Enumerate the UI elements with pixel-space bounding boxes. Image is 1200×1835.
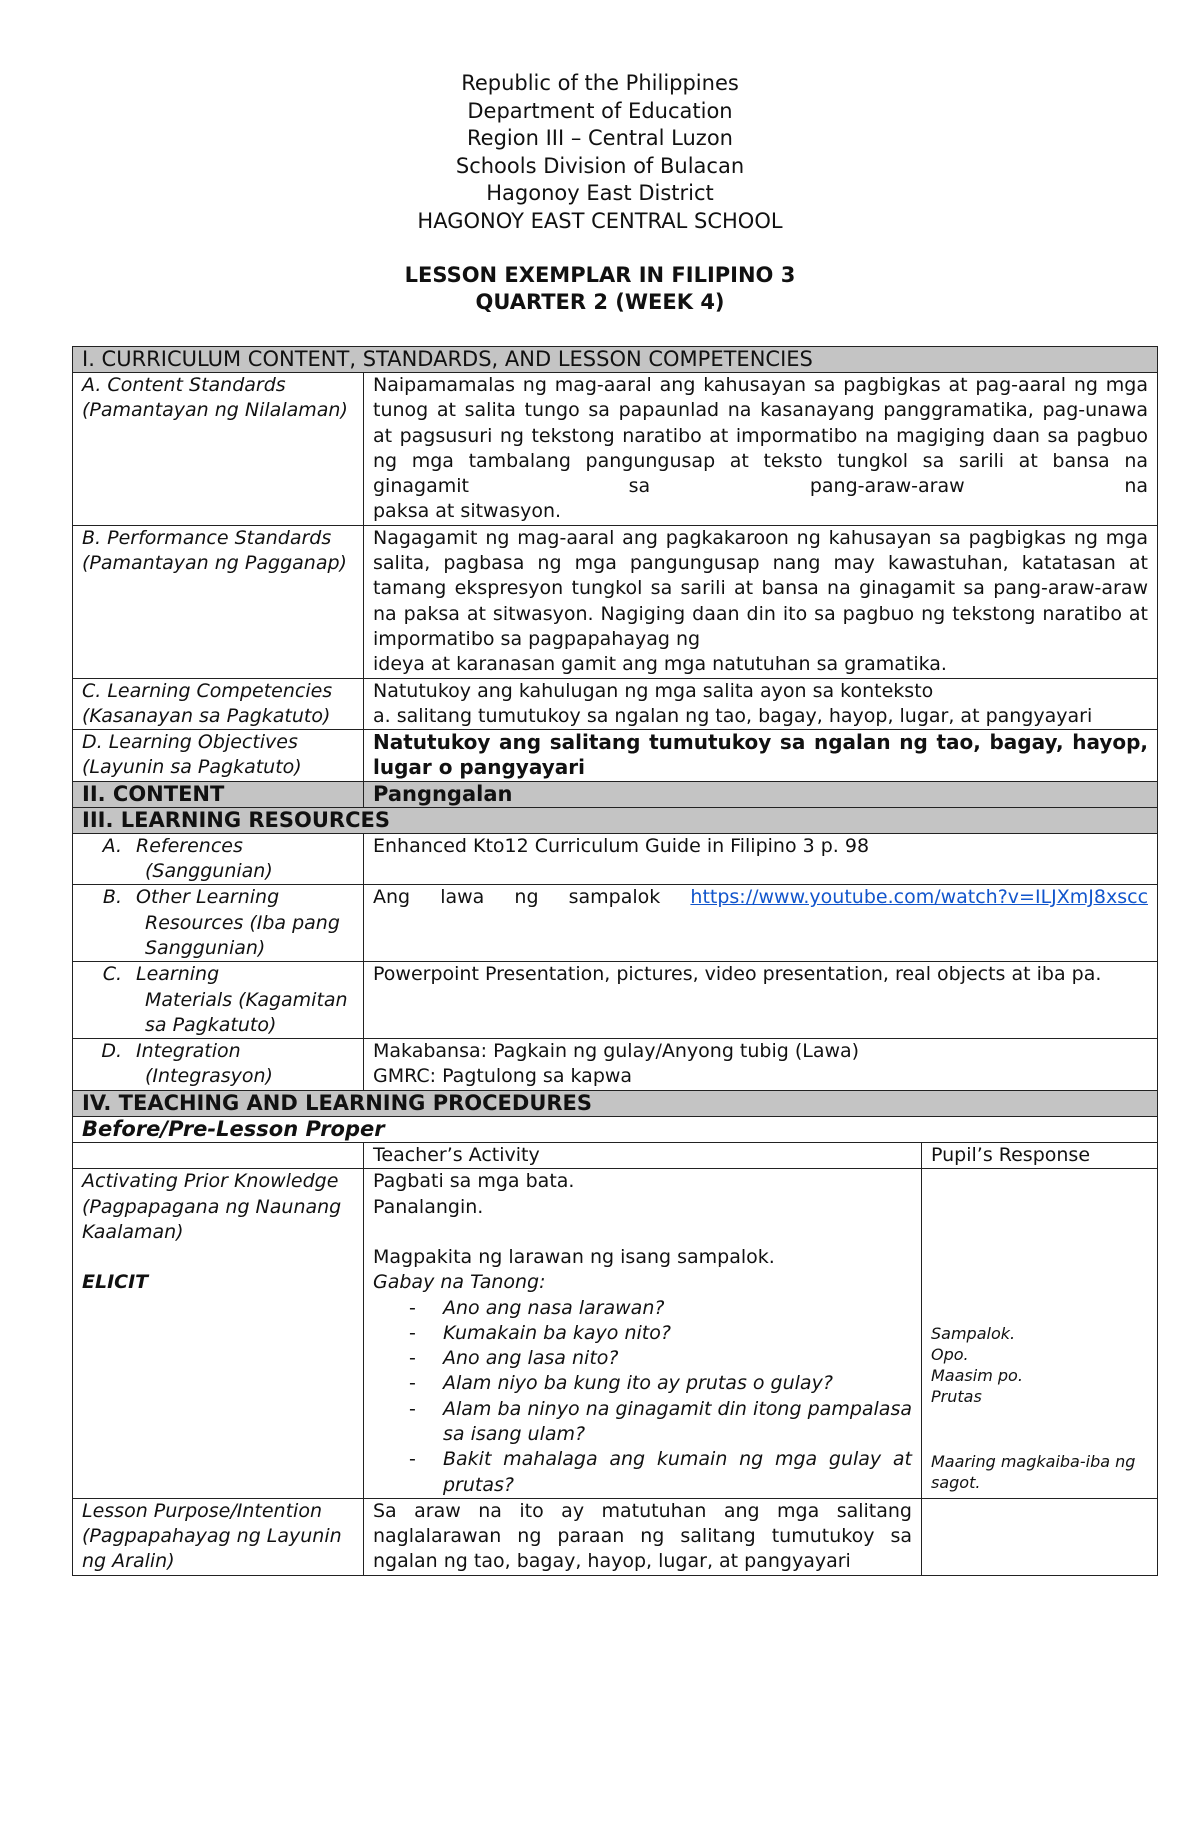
header-line-division: Schools Division of Bulacan: [455, 153, 745, 178]
references-text: Enhanced Kto12 Curriculum Guide in Filipino 3 p. 98: [364, 833, 1158, 885]
section-2-value: Pangngalan: [364, 781, 1158, 807]
materials-row: [73, 962, 1158, 1039]
materials-label: [73, 962, 364, 1039]
content-standards-text-end: paksa at sitwasyon.: [373, 500, 562, 523]
greeting-line: Pagbati sa mga bata.: [373, 1170, 575, 1193]
learning-competencies-row: [73, 678, 1158, 730]
content-standards-label: A. Content Standards (Pamantayan ng Nilalaman): [73, 373, 364, 526]
title-line-subject: LESSON EXEMPLAR IN FILIPINO 3: [404, 263, 796, 287]
document-header: [0, 70, 1200, 235]
activating-pupil-cell: [922, 1169, 1158, 1499]
other-resources-text: Ang lawa ng sampalok: [373, 886, 661, 909]
other-resources-label: [73, 885, 364, 962]
learning-objectives-text: Natutukoy ang salitang tumutukoy sa ngalan ng tao, bagay, hayop, lugar o pangyayari: [364, 730, 1158, 782]
pupil-response: Maasim po.: [931, 1366, 1023, 1386]
document-title: [0, 262, 1200, 316]
learning-competencies-cell: [364, 678, 1158, 730]
materials-letter: C.: [102, 963, 122, 986]
section-3-heading-row: [73, 807, 1158, 833]
section-4-heading: IV. TEACHING AND LEARNING PROCEDURES: [73, 1090, 1158, 1116]
materials-label-2: Materials (Kagamitan sa Pagkatuto): [145, 988, 348, 1036]
guide-question: - Alam ba ninyo na ginagamit din itong pampalasa sa isang ulam?: [373, 1397, 912, 1448]
section-3-heading: III. LEARNING RESOURCES: [73, 807, 1158, 833]
title-line-quarter: QUARTER 2 (WEEK 4): [475, 290, 725, 314]
guide-question: - Bakit mahalaga ang kumain ng mga gulay at prutas?: [373, 1447, 912, 1498]
performance-standards-row: [73, 525, 1158, 678]
performance-standards-text: Nagagamit ng mag-aaral ang pagkakaroon ng kahusayan sa pagbigkas ng mga salita, pagbasa ng mga pangungusap nang may kawastuhan, katatasan at tamang ekspresyon tungkol sa sarili at bansa na ginagamit sa pang-araw-araw na paksa at sitwasyon. Nagiging daan din ito sa pagbuo ng tekstong naratibo at impormatibo sa pagpapahayag ng: [373, 526, 1149, 650]
column-header-empty: [73, 1143, 364, 1169]
guide-question: - Ano ang nasa larawan?: [373, 1296, 912, 1321]
learning-objectives-row: [73, 730, 1158, 782]
content-standards-cell: [364, 373, 1158, 526]
purpose-pupil-cell: [922, 1498, 1158, 1575]
references-letter: A.: [102, 834, 122, 857]
activating-label: Activating Prior Knowledge (Pagpapagana ng Naunang Kaalaman): [82, 1170, 342, 1243]
other-resources-label-1: Other Learning: [136, 886, 280, 909]
header-line-region: Region III – Central Luzon: [467, 126, 733, 150]
references-label-2: (Sanggunian): [145, 860, 273, 883]
learning-competencies-text: Natutukoy ang kahulugan ng mga salita ayon sa konteksto: [373, 679, 934, 702]
column-header-pupil: Pupil’s Response: [922, 1143, 1158, 1169]
guide-question: - Kumakain ba kayo nito?: [373, 1321, 912, 1346]
header-line-country: Republic of the Philippines: [461, 71, 739, 95]
learning-objectives-label: D. Learning Objectives (Layunin sa Pagkatuto): [73, 730, 364, 782]
materials-label-1: Learning: [136, 963, 220, 986]
performance-standards-cell: [364, 525, 1158, 678]
header-line-district: Hagonoy East District: [486, 181, 714, 205]
guide-question: - Alam niyo ba kung ito ay prutas o gulay?: [373, 1371, 912, 1396]
lesson-table: [72, 346, 1158, 1576]
section-4-heading-row: [73, 1090, 1158, 1116]
integration-label: [73, 1039, 364, 1091]
integration-line-1: Makabansa: Pagkain ng gulay/Anyong tubig (Lawa): [373, 1040, 860, 1063]
references-row: [73, 833, 1158, 885]
prayer-line: Panalangin.: [373, 1195, 484, 1218]
section-4-subheading-row: [73, 1116, 1158, 1142]
integration-label-2: (Integrasyon): [145, 1065, 273, 1088]
activating-phase: ELICIT: [82, 1271, 149, 1294]
performance-standards-text-end: ideya at karanasan gamit ang mga natutuhan sa gramatika.: [373, 653, 947, 676]
show-picture-line: Magpakita ng larawan ng isang sampalok.: [373, 1245, 775, 1268]
integration-row: [73, 1039, 1158, 1091]
pupil-response: Opo.: [931, 1345, 969, 1365]
guide-questions-heading: Gabay na Tanong:: [373, 1271, 546, 1294]
materials-text: Powerpoint Presentation, pictures, video presentation, real objects at iba pa.: [364, 962, 1158, 1039]
guide-question: - Ano ang lasa nito?: [373, 1346, 912, 1371]
guide-questions-list: [373, 1296, 912, 1498]
references-label-1: References: [136, 834, 243, 857]
section-2-heading: II. CONTENT: [73, 781, 364, 807]
activating-row: [73, 1169, 1158, 1499]
pupil-response: Sampalok.: [931, 1324, 1016, 1344]
other-resources-line: [373, 885, 1148, 910]
integration-label-1: Integration: [136, 1040, 241, 1063]
pupil-response: Prutas: [931, 1387, 982, 1407]
column-header-teacher: Teacher’s Activity: [364, 1143, 922, 1169]
section-4-subheading: Before/Pre-Lesson Proper: [73, 1116, 1158, 1142]
integration-letter: D.: [101, 1040, 122, 1063]
pupil-response-last: Maaring magkaiba-iba ng sagot.: [931, 1452, 1136, 1493]
activating-teacher-cell: [364, 1169, 922, 1499]
column-header-row: [73, 1143, 1158, 1169]
activating-label-cell: [73, 1169, 364, 1499]
performance-standards-label: B. Performance Standards (Pamantayan ng Pagganap): [73, 525, 364, 678]
purpose-text: Sa araw na ito ay matutuhan ang mga salitang naglalarawan ng paraan ng salitang tumutukoy sa ngalan ng tao, bagay, hayop, lugar, at pangyayari: [364, 1498, 922, 1575]
integration-cell: [364, 1039, 1158, 1091]
other-resources-label-2: Resources (Iba pang Sanggunian): [145, 911, 340, 959]
purpose-row: [73, 1498, 1158, 1575]
learning-competencies-subitem: a. salitang tumutukoy sa ngalan ng tao, bagay, hayop, lugar, at pangyayari: [373, 704, 1093, 727]
youtube-link[interactable]: https://www.youtube.com/watch?v=ILJXmJ8xscc: [690, 886, 1149, 909]
section-2-row: [73, 781, 1158, 807]
learning-competencies-label: C. Learning Competencies (Kasanayan sa Pagkatuto): [73, 678, 364, 730]
other-resources-cell: [364, 885, 1158, 962]
references-label: [73, 833, 364, 885]
header-line-school: HAGONOY EAST CENTRAL SCHOOL: [417, 208, 783, 233]
other-resources-row: [73, 885, 1158, 962]
purpose-label: Lesson Purpose/Intention (Pagpapahayag ng Layunin ng Aralin): [73, 1498, 364, 1575]
content-standards-row: [73, 373, 1158, 526]
header-line-department: Department of Education: [467, 98, 733, 123]
content-standards-text: Naipamamalas ng mag-aaral ang kahusayan sa pagbigkas at pag-aaral ng mga tunog at salita tungo sa papaunlad na kasanayang panggramatika, pag-unawa at pagsusuri ng tekstong naratibo at impormatibo na magiging daan sa pagbuo ng mga tambalang pangungusap at teksto tungkol sa sarili at bansa na ginagamit sa pang-araw-araw na: [373, 374, 1149, 498]
other-resources-letter: B.: [102, 886, 122, 909]
integration-line-2: GMRC: Pagtulong sa kapwa: [373, 1065, 633, 1088]
section-1-heading-row: [73, 347, 1158, 373]
section-1-heading: I. CURRICULUM CONTENT, STANDARDS, AND LESSON COMPETENCIES: [73, 347, 1158, 373]
